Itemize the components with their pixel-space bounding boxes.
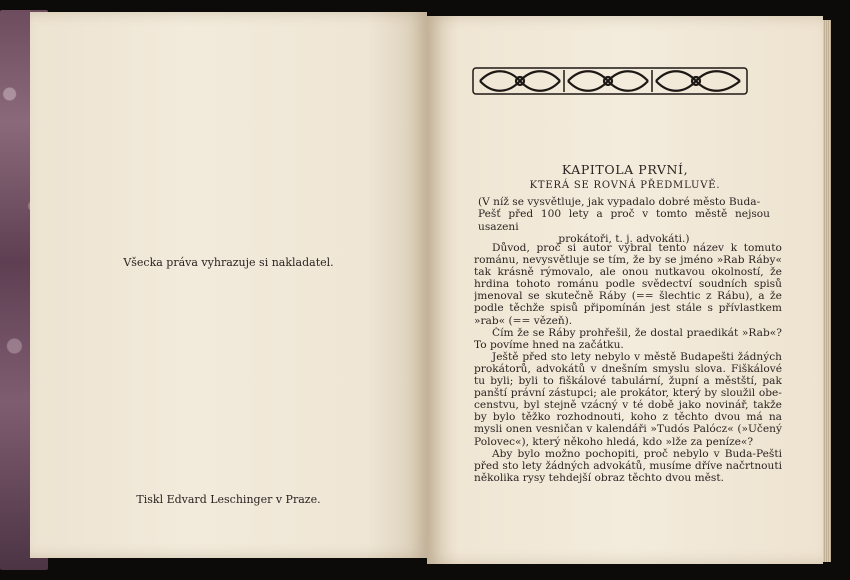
page-edges [823, 20, 831, 562]
printer-imprint: Tiskl Edvard Leschinger v Praze. [136, 493, 321, 506]
body-line: Čím že se Ráby prohřešil, že dostal praedikát »Rab«? [492, 326, 782, 339]
body-line: Ještě před sto lety nebylo v městě Budapešti žádných [492, 350, 782, 363]
body-line: panští právní zástupci; ale prokátor, který by sloužil obe- [474, 387, 782, 400]
body-line: by bylo těžko rozhodnouti, koho z těchto dvou má na [474, 411, 782, 424]
summary-line: Pešť před 100 lety a proč v tomto městě nejsou usazeni [478, 208, 770, 233]
chapter-subtitle: KTERÁ SE ROVNÁ PŘEDMLUVĚ. [529, 180, 721, 191]
summary-line: (V níž se vysvětluje, jak vypadalo dobré město Buda- [478, 196, 761, 208]
body-line: mysli onen vesničan v kalendáři »Tudós Palócz« (»Učený [474, 423, 782, 436]
chapter-title: KAPITOLA PRVNÍ, [561, 162, 689, 177]
interlace-ornament [472, 66, 748, 96]
body-line: románu, nevysvětluje se tím, že by se jméno »Rab Ráby« [474, 254, 782, 267]
body-line: prokátorů, advokátů v dnešním smyslu slova. Fiškálové [474, 362, 782, 375]
body-line: tu byli; byli to fiškálové tabulární, župní a městští, pak [474, 375, 782, 388]
rights-notice: Všecka práva vyhrazuje si nakladatel. [123, 256, 334, 269]
body-line: To povíme hned na začátku. [474, 338, 624, 351]
chapter-summary [478, 196, 770, 246]
body-line: tak krásně rýmovalo, ale onou nutkavou okolností, že [474, 266, 782, 279]
body-line: »rab« (== vězeň). [474, 314, 573, 327]
body-line: několika rysy tehdejší obraz těchto dvou měst. [474, 471, 724, 484]
body-line: Důvod, proč si autor vybral tento název k tomuto [492, 242, 782, 254]
body-line: podle těchže spisů připomínán jest stále s přívlastkem [474, 302, 782, 315]
summary-line: prokátoři, t. j. advokáti.) [558, 233, 690, 246]
body-line: jmenoval se skutečně Ráby (== šlechtic z Rábu), a že [474, 290, 782, 303]
body-line: Aby bylo možno pochopiti, proč nebylo v Buda-Pešti [492, 447, 782, 460]
body-line: hrdina tohoto románu podle svědectví soudních spisů [474, 278, 782, 291]
chapter-body [474, 242, 782, 484]
body-line: censtvu, byl stejně vzácný v té době jako novinář, takže [474, 399, 782, 412]
body-line: Polovec«), který někoho hledá, kdo »lže za peníze«? [474, 435, 754, 448]
left-page [30, 12, 427, 558]
body-line: před sto lety žádných advokátů, musíme dříve načrtnouti [474, 459, 782, 472]
